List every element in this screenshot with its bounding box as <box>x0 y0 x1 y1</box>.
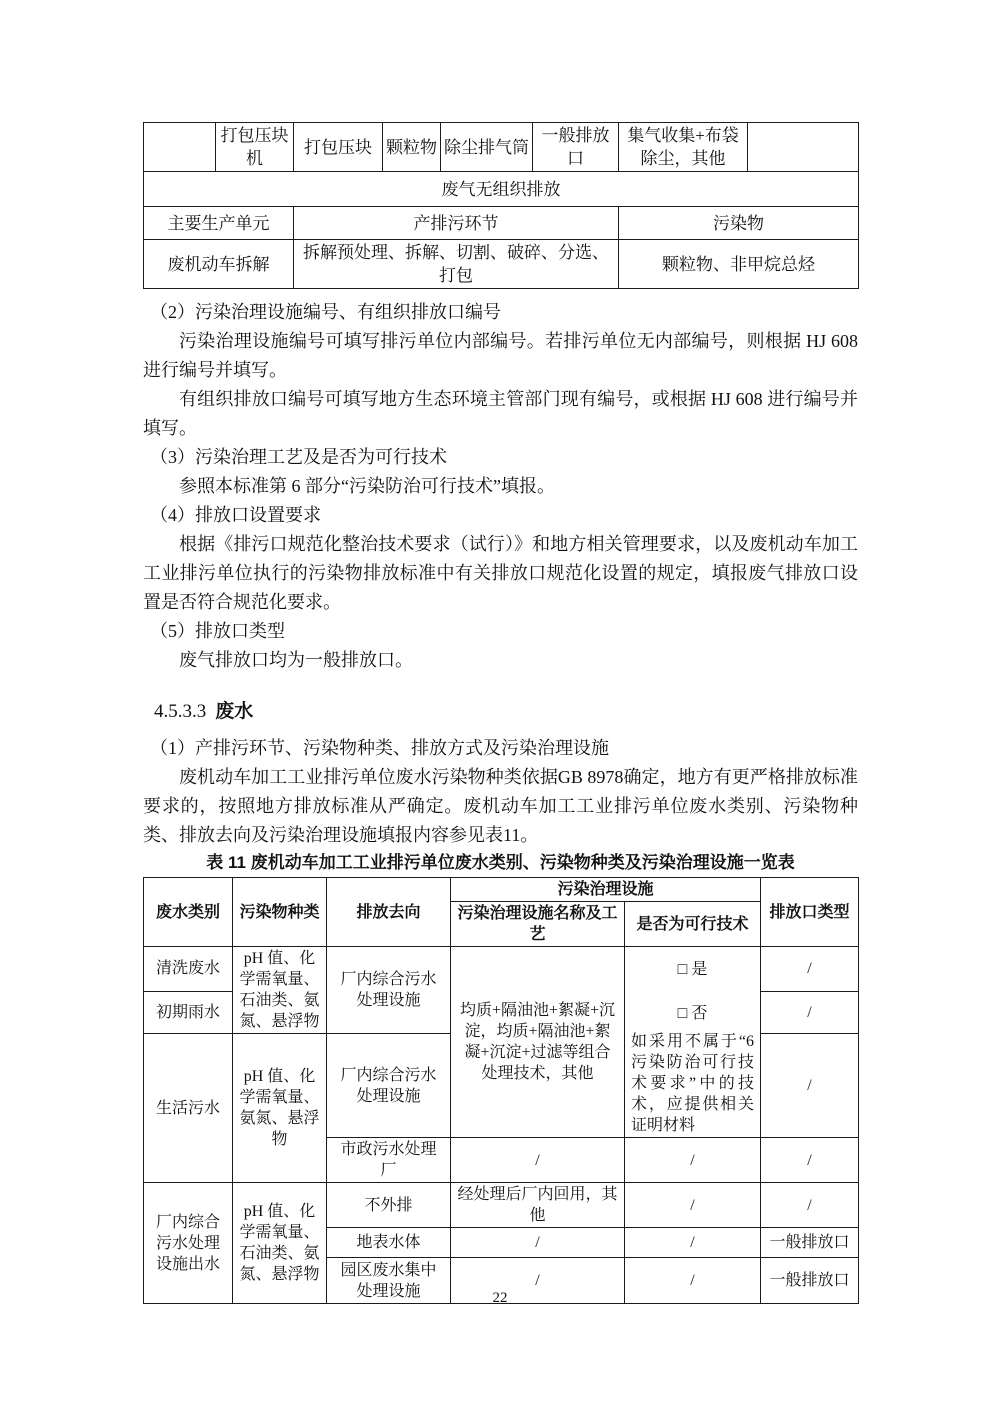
cell-dest-no-discharge: 不外排 <box>327 1183 451 1228</box>
cell-pollutants-effluent: pH 值、化学需氧量、石油类、氨氮、悬浮物 <box>233 1183 327 1304</box>
gas-header-unit: 主要生产单元 <box>144 207 294 240</box>
gas-treatment-cell: 集气收集+布袋除尘，其他 <box>619 123 748 172</box>
gas-pollutant-cell-pm: 颗粒物 <box>383 123 441 172</box>
item4-heading: （4）排放口设置要求 <box>150 505 321 525</box>
item2-para2: 有组织排放口编号可填写地方生态环境主管部门现有编号，或根据 HJ 608 进行编号并填写。 <box>143 389 858 438</box>
cell-facility-reuse: 经处理后厂内回用，其他 <box>451 1183 625 1228</box>
cell-feasible-tech <box>625 947 761 1138</box>
cell-outlet-slash-2: / <box>761 991 859 1033</box>
cell-dest-park-facility: 园区废水集中处理设施 <box>327 1258 451 1304</box>
cell-facility-slash-7: / <box>451 1258 625 1304</box>
header-is-feasible-tech: 是否为可行技术 <box>625 902 761 947</box>
cell-facility-combo: 均质+隔油池+絮凝+沉淀，均质+隔油池+絮凝+沉淀+过滤等组合处理技术，其他 <box>451 947 625 1138</box>
wastewater-table <box>143 877 859 1304</box>
table11-title: 表 11 废机动车加工工业排污单位废水类别、污染物种类及污染治理设施一览表 <box>206 853 795 872</box>
cell-outlet-general-6: 一般排放口 <box>761 1228 859 1258</box>
cell-pollutants-oil-group: pH 值、化学需氧量、石油类、氨氮、悬浮物 <box>233 947 327 1034</box>
header-wastewater-type: 废水类别 <box>144 878 233 947</box>
water-item1-heading: （1）产排污环节、污染物种类、排放方式及污染治理设施 <box>150 738 609 758</box>
feasible-note: 如采用不属于“6污染防治可行技术要求”中的技术，应提供相关证明材料 <box>631 1033 755 1134</box>
gas-process-step-cell: 打包压块 <box>294 123 383 172</box>
cell-dest-surface-water: 地表水体 <box>327 1228 451 1258</box>
cell-effluent-outflow: 厂内综合污水处理设施出水 <box>144 1183 233 1304</box>
page-content <box>143 122 858 1304</box>
cell-outlet-slash-3: / <box>761 1034 859 1138</box>
checkbox-yes-option: □ 是 <box>677 961 708 978</box>
gas-outlet-type-cell: 一般排放口 <box>533 123 619 172</box>
gas-facility-cell: 打包压块机 <box>216 123 294 172</box>
cell-feasible-slash-7: / <box>625 1258 761 1304</box>
cell-dest-municipal-plant: 市政污水处理厂 <box>327 1138 451 1183</box>
cell-pollutants-domestic: pH 值、化学需氧量、氨氮、悬浮物 <box>233 1034 327 1183</box>
page-number: 22 <box>492 1290 508 1306</box>
cell-feasible-slash-5: / <box>625 1183 761 1228</box>
header-facility-name-process: 污染治理设施名称及工艺 <box>451 902 625 947</box>
cell-outlet-slash-5: / <box>761 1183 859 1228</box>
item4-para1: 根据《排污口规范化整治技术要求（试行）》和地方相关管理要求，以及废机动车加工工业排污单位执行的污染物排放标准中有关排放口规范化设置的规定，填报废气排放口设置是否符合规范化要求。 <box>143 534 858 612</box>
row-cleaning-wastewater <box>144 947 859 992</box>
waste-gas-table <box>143 122 859 289</box>
cell-feasible-slash-6: / <box>625 1228 761 1258</box>
item3-para1: 参照本标准第 6 部分“污染防治可行技术”填报。 <box>179 476 555 496</box>
cell-dest-plant-facility: 厂内综合污水处理设施 <box>327 947 451 1034</box>
gas-unit-cell: 废机动车拆解 <box>144 240 294 289</box>
section-number: 4.5.3.3 <box>154 701 207 722</box>
water-item1-para1: 废机动车加工工业排污单位废水污染物种类依据GB 8978确定，地方有更严格排放标准要求的，按照地方排放标准从严确定。废机动车加工工业排污单位废水类别、污染物种类、排放去向及污染治理设施填报内容参见表11。 <box>143 767 858 845</box>
gas-header-row <box>144 207 859 240</box>
cell-outlet-slash-4: / <box>761 1138 859 1183</box>
header-discharge-destination: 排放去向 <box>327 878 451 947</box>
gas-data-row <box>144 240 859 289</box>
water-header-row-1 <box>144 878 859 902</box>
item2-heading: （2）污染治理设施编号、有组织排放口编号 <box>150 302 501 322</box>
gas-pollutant-cell: 颗粒物、非甲烷总烃 <box>619 240 859 289</box>
gas-header-process: 产排污环节 <box>294 207 619 240</box>
checkbox-no-option: □ 否 <box>677 1005 708 1022</box>
gas-process-cell: 拆解预处理、拆解、切割、破碎、分选、打包 <box>294 240 619 289</box>
cell-outlet-general-7: 一般排放口 <box>761 1258 859 1304</box>
text-block <box>143 298 858 675</box>
fugitive-emission-row <box>144 172 859 207</box>
section-heading-wastewater <box>143 697 858 726</box>
item3-heading: （3）污染治理工艺及是否为可行技术 <box>150 447 447 467</box>
item5-para1: 废气排放口均为一般排放口。 <box>179 650 413 670</box>
cell-facility-slash-4: / <box>451 1138 625 1183</box>
cell-dest-plant-facility-2: 厂内综合污水处理设施 <box>327 1034 451 1138</box>
cell-facility-slash-6: / <box>451 1228 625 1258</box>
item5-heading: （5）排放口类型 <box>150 621 285 641</box>
cell-feasible-slash-4: / <box>625 1138 761 1183</box>
header-outlet-type: 排放口类型 <box>761 878 859 947</box>
cell-initial-rainwater: 初期雨水 <box>144 991 233 1033</box>
row-no-discharge <box>144 1183 859 1228</box>
gas-empty-cell-right <box>748 123 859 172</box>
fugitive-emission-cell: 废气无组织排放 <box>144 172 859 207</box>
gas-header-pollutant: 污染物 <box>619 207 859 240</box>
item2-para1: 污染治理设施编号可填写排污单位内部编号。若排污单位无内部编号，则根据 HJ 608 进行编号并填写。 <box>143 331 858 380</box>
gas-table-row-top <box>144 123 859 172</box>
gas-empty-cell-left <box>144 123 216 172</box>
cell-outlet-slash-1: / <box>761 947 859 992</box>
header-treatment-facility: 污染治理设施 <box>451 878 761 902</box>
cell-domestic-sewage: 生活污水 <box>144 1034 233 1183</box>
gas-stack-cell: 除尘排气筒 <box>441 123 533 172</box>
cell-cleaning-wastewater: 清洗废水 <box>144 947 233 992</box>
section-title: 废水 <box>215 701 254 722</box>
header-pollutant-types: 污染物种类 <box>233 878 327 947</box>
